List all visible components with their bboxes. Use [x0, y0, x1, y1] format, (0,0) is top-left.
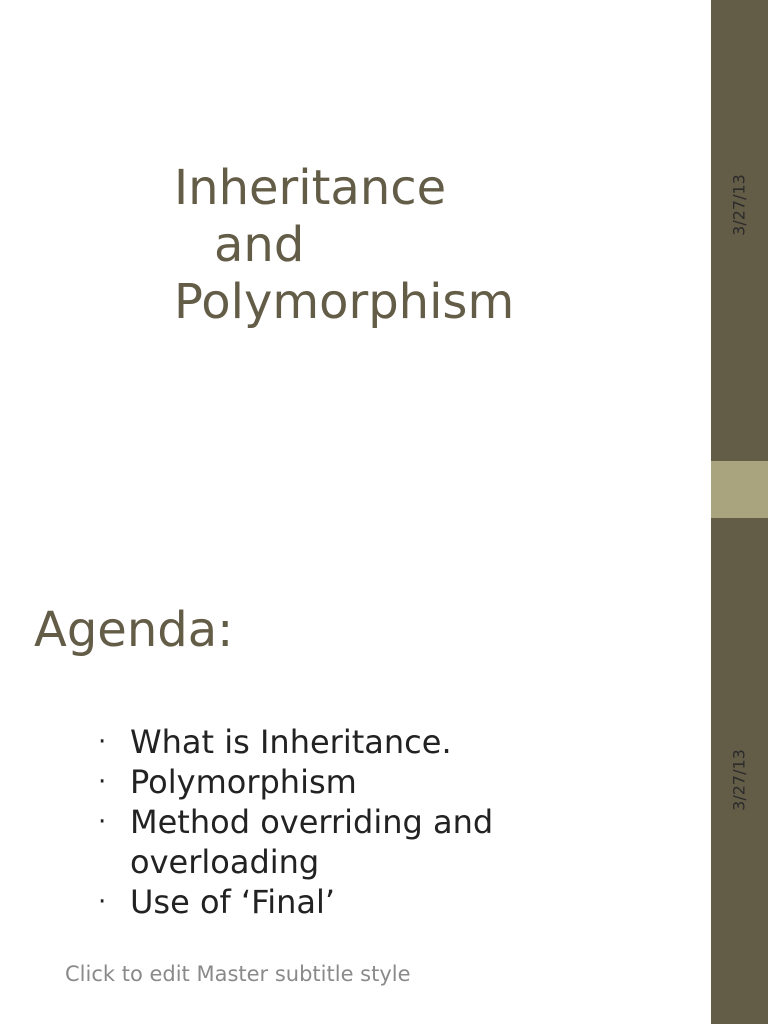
agenda-item: [98, 762, 550, 802]
bullet-icon: ·: [98, 887, 107, 917]
agenda-item: [98, 722, 550, 762]
agenda-item-label: Use of ‘Final’: [130, 883, 336, 921]
slide1-date: 3/27/13: [729, 174, 749, 236]
agenda-item-label: Method overriding and overloading: [130, 803, 494, 881]
agenda-item: [98, 882, 550, 922]
slide1-title: [174, 160, 514, 331]
sidebar-accent-block: [711, 461, 768, 518]
agenda-item: [98, 802, 550, 882]
slide2-date: 3/27/13: [729, 749, 749, 811]
agenda-item-label: What is Inheritance.: [130, 723, 452, 761]
bullet-icon: ·: [98, 727, 107, 757]
bullet-icon: ·: [98, 767, 107, 797]
agenda-heading: Agenda:: [34, 602, 234, 658]
agenda-list: [98, 722, 550, 922]
subtitle-placeholder[interactable]: Click to edit Master subtitle style: [65, 962, 411, 986]
title-line-2: and: [214, 217, 305, 273]
bullet-icon: ·: [98, 807, 107, 837]
title-line-1: Inheritance: [174, 160, 447, 216]
agenda-item-label: Polymorphism: [130, 763, 357, 801]
title-line-3: Polymorphism: [174, 274, 515, 330]
